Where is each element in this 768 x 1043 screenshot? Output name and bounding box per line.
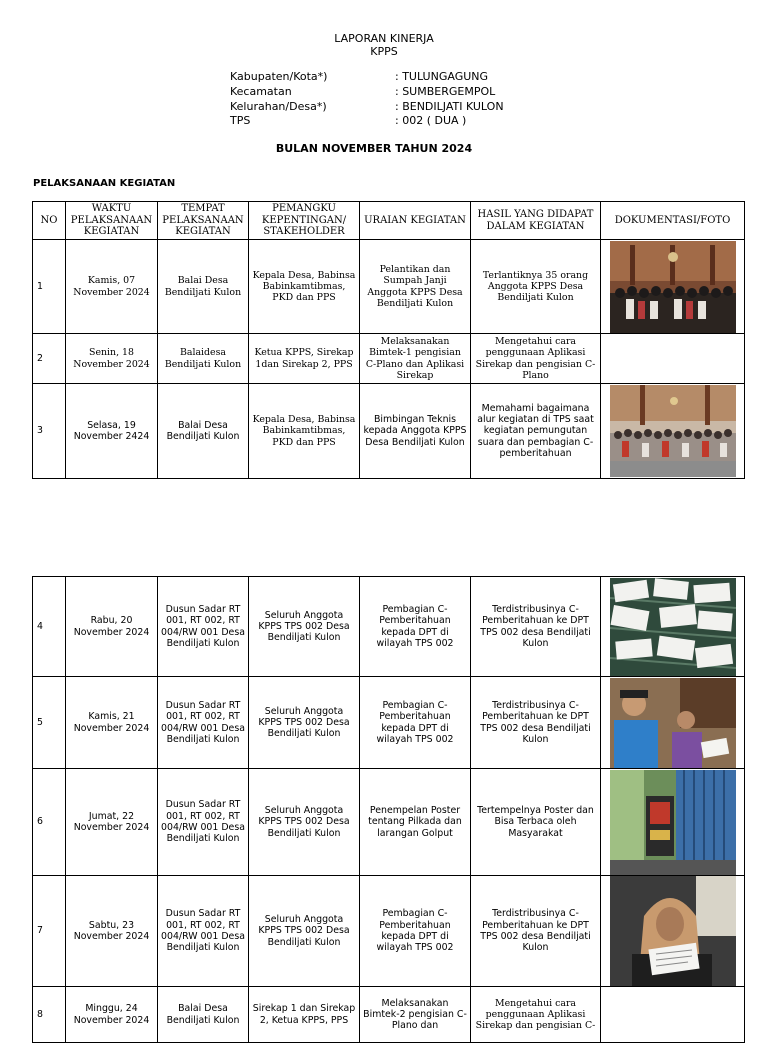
cell-pemangku: Seluruh Anggota KPPS TPS 002 Desa Bendiljati Kulon bbox=[249, 769, 360, 876]
cell-waktu: Minggu, 24 November 2024 bbox=[66, 987, 158, 1043]
cell-uraian: Pelantikan dan Sumpah Janji Anggota KPPS Desa Bendiljati Kulon bbox=[360, 240, 471, 334]
table-row bbox=[33, 769, 745, 876]
cell-no: 4 bbox=[33, 577, 66, 677]
cell-tempat: Balai Desa Bendiljati Kulon bbox=[158, 987, 249, 1043]
col-header-no: NO bbox=[33, 202, 66, 240]
cell-waktu: Selasa, 19 November 2424 bbox=[66, 384, 158, 479]
table-row bbox=[33, 876, 745, 987]
cell-pemangku: Seluruh Anggota KPPS TPS 002 Desa Bendiljati Kulon bbox=[249, 577, 360, 677]
cell-hasil: Memahami bagaimana alur kegiatan di TPS saat kegiatan pemungutan suara dan pembagian C-pemberitahuan bbox=[471, 384, 601, 479]
cell-tempat: Dusun Sadar RT 001, RT 002, RT 004/RW 001 Desa Bendiljati Kulon bbox=[158, 769, 249, 876]
cell-uraian: Pembagian C-Pemberitahuan kepada DPT di wilayah TPS 002 bbox=[360, 876, 471, 987]
col-header-pemangku: PEMANGKU KEPENTINGAN/ STAKEHOLDER bbox=[249, 202, 360, 240]
cell-waktu: Rabu, 20 November 2024 bbox=[66, 577, 158, 677]
cell-foto bbox=[601, 577, 745, 677]
cell-foto bbox=[601, 384, 745, 479]
info-value: : SUMBERGEMPOL bbox=[395, 84, 496, 98]
info-row-kabupaten bbox=[230, 70, 504, 85]
col-header-waktu: WAKTU PELAKSANAAN KEGIATAN bbox=[66, 202, 158, 240]
cell-no: 7 bbox=[33, 876, 66, 987]
cell-uraian: Pembagian C-Pemberitahuan kepada DPT di wilayah TPS 002 bbox=[360, 577, 471, 677]
cell-pemangku: Sirekap 1 dan Sirekap 2, Ketua KPPS, PPS bbox=[249, 987, 360, 1043]
photo-poster bbox=[610, 770, 736, 875]
cell-foto-empty bbox=[601, 987, 745, 1043]
info-label: Kabupaten/Kota*) bbox=[230, 70, 328, 83]
info-label: Kelurahan/Desa*) bbox=[230, 99, 327, 113]
col-header-foto: DOKUMENTASI/FOTO bbox=[601, 202, 745, 240]
cell-waktu: Jumat, 22 November 2024 bbox=[66, 769, 158, 876]
cell-pemangku: Ketua KPPS, Sirekap 1dan Sirekap 2, PPS bbox=[249, 334, 360, 384]
info-label: Kecamatan bbox=[230, 84, 292, 98]
cell-uraian: Penempelan Poster tentang Pilkada dan larangan Golput bbox=[360, 769, 471, 876]
info-row-kecamatan bbox=[230, 85, 504, 100]
table-header-row bbox=[33, 202, 745, 240]
cell-uraian: Pembagian C-Pemberitahuan kepada DPT di wilayah TPS 002 bbox=[360, 677, 471, 769]
cell-tempat: Balai Desa Bendiljati Kulon bbox=[158, 240, 249, 334]
photo-hall-group bbox=[610, 241, 736, 333]
info-value: : TULUNGAGUNG bbox=[395, 70, 489, 83]
cell-foto bbox=[601, 677, 745, 769]
cell-hasil: Mengetahui cara penggunaan Aplikasi Sirekap dan pengisian C- bbox=[471, 987, 601, 1043]
table-row bbox=[33, 384, 745, 479]
cell-foto bbox=[601, 876, 745, 987]
section-heading: PELAKSANAAN KEGIATAN bbox=[33, 178, 176, 189]
cell-foto-empty bbox=[601, 334, 745, 384]
cell-hasil: Mengetahui cara penggunaan Aplikasi Sirekap dan pengisian C-Plano bbox=[471, 334, 601, 384]
cell-no: 3 bbox=[33, 384, 66, 479]
table-row bbox=[33, 987, 745, 1043]
cell-no: 1 bbox=[33, 240, 66, 334]
cell-hasil: Terdistribusinya C-Pemberitahuan ke DPT TPS 002 desa Bendiljati Kulon bbox=[471, 677, 601, 769]
cell-hasil: Terdistribusinya C-Pemberitahuan ke DPT TPS 002 desa Bendiljati Kulon bbox=[471, 577, 601, 677]
report-title: LAPORAN KINERJA bbox=[334, 32, 434, 45]
cell-waktu: Sabtu, 23 November 2024 bbox=[66, 876, 158, 987]
cell-pemangku: Kepala Desa, Babinsa Babinkamtibmas, PKD dan PPS bbox=[249, 384, 360, 479]
report-month: BULAN NOVEMBER TAHUN 2024 bbox=[275, 142, 473, 155]
col-header-uraian: URAIAN KEGIATAN bbox=[360, 202, 471, 240]
photo-hall-training bbox=[610, 385, 736, 477]
activity-table-page2 bbox=[32, 576, 745, 1043]
photo-woman-letter bbox=[610, 876, 736, 986]
cell-tempat: Dusun Sadar RT 001, RT 002, RT 004/RW 001 Desa Bendiljati Kulon bbox=[158, 876, 249, 987]
info-row-tps bbox=[230, 114, 504, 129]
col-header-tempat: TEMPAT PELAKSANAAN KEGIATAN bbox=[158, 202, 249, 240]
table-row bbox=[33, 334, 745, 384]
photo-residents bbox=[610, 678, 736, 768]
cell-no: 6 bbox=[33, 769, 66, 876]
cell-hasil: Tertempelnya Poster dan Bisa Terbaca oleh Masyarakat bbox=[471, 769, 601, 876]
cell-no: 8 bbox=[33, 987, 66, 1043]
cell-pemangku: Seluruh Anggota KPPS TPS 002 Desa Bendiljati Kulon bbox=[249, 876, 360, 987]
cell-pemangku: Kepala Desa, Babinsa Babinkamtibmas, PKD dan PPS bbox=[249, 240, 360, 334]
report-subtitle: KPPS bbox=[370, 45, 398, 58]
activity-table-page1 bbox=[32, 201, 745, 479]
cell-waktu: Senin, 18 November 2024 bbox=[66, 334, 158, 384]
cell-waktu: Kamis, 21 November 2024 bbox=[66, 677, 158, 769]
table-row bbox=[33, 677, 745, 769]
photo-letters bbox=[610, 578, 736, 676]
table-row bbox=[33, 577, 745, 677]
cell-pemangku: Seluruh Anggota KPPS TPS 002 Desa Bendiljati Kulon bbox=[249, 677, 360, 769]
table-row bbox=[33, 240, 745, 334]
cell-hasil: Terdistribusinya C-Pemberitahuan ke DPT TPS 002 desa Bendiljati Kulon bbox=[471, 876, 601, 987]
cell-tempat: Balaidesa Bendiljati Kulon bbox=[158, 334, 249, 384]
cell-waktu: Kamis, 07 November 2024 bbox=[66, 240, 158, 334]
cell-no: 5 bbox=[33, 677, 66, 769]
col-header-hasil: HASIL YANG DIDAPAT DALAM KEGIATAN bbox=[471, 202, 601, 240]
cell-uraian: Bimbingan Teknis kepada Anggota KPPS Desa Bendiljati Kulon bbox=[360, 384, 471, 479]
cell-no: 2 bbox=[33, 334, 66, 384]
cell-uraian: Melaksanakan Bimtek-2 pengisian C-Plano dan bbox=[360, 987, 471, 1043]
location-info bbox=[230, 70, 504, 129]
cell-foto bbox=[601, 240, 745, 334]
info-label: TPS bbox=[230, 114, 251, 128]
info-value: : 002 ( DUA ) bbox=[395, 114, 467, 128]
cell-tempat: Dusun Sadar RT 001, RT 002, RT 004/RW 001 Desa Bendiljati Kulon bbox=[158, 577, 249, 677]
info-row-kelurahan bbox=[230, 100, 504, 115]
cell-foto bbox=[601, 769, 745, 876]
cell-tempat: Dusun Sadar RT 001, RT 002, RT 004/RW 001 Desa Bendiljati Kulon bbox=[158, 677, 249, 769]
cell-uraian: Melaksanakan Bimtek-1 pengisian C-Plano dan Aplikasi Sirekap bbox=[360, 334, 471, 384]
cell-tempat: Balai Desa Bendiljati Kulon bbox=[158, 384, 249, 479]
info-value: : BENDILJATI KULON bbox=[395, 99, 504, 113]
cell-hasil: Terlantiknya 35 orang Anggota KPPS Desa Bendiljati Kulon bbox=[471, 240, 601, 334]
